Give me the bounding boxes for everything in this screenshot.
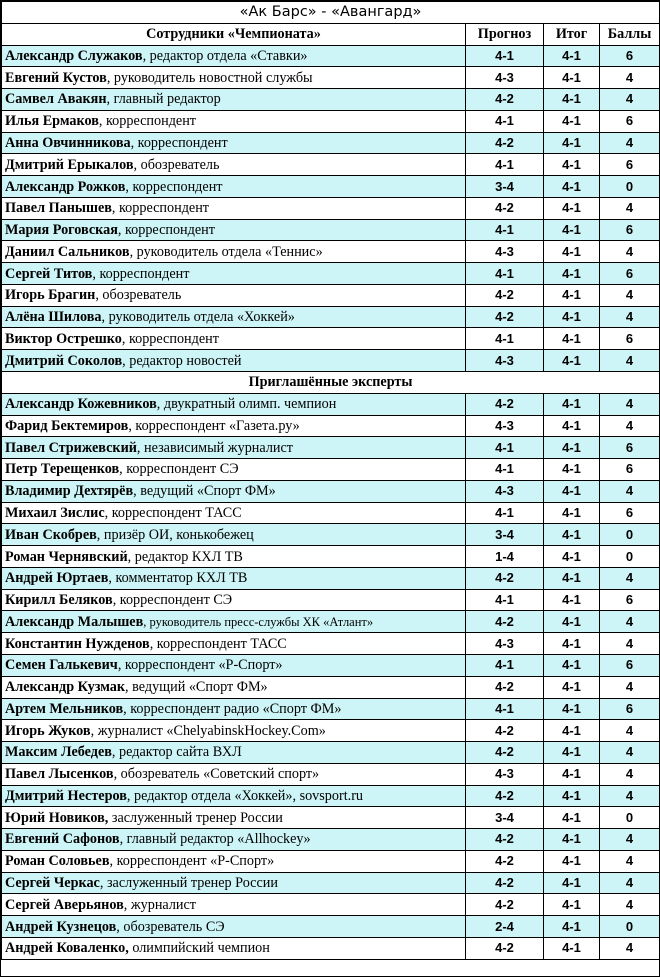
result-cell: 4-1 (544, 219, 600, 241)
prediction-table-body (2, 2, 660, 960)
participant-role: , ведущий «Спорт ФМ» (125, 679, 268, 696)
participant-name: Даниил Сальников (5, 243, 130, 260)
participant-cell (2, 110, 466, 132)
participant-role: , обозреватель СЭ (116, 918, 225, 935)
participant-role: , обозреватель «Советский спорт» (113, 766, 320, 783)
header-result: Итог (544, 23, 600, 45)
participant-name: Виктор Острешко (5, 330, 122, 347)
expert-row (2, 829, 660, 851)
result-cell: 4-1 (544, 241, 600, 263)
participant-role: , руководитель новостной службы (106, 69, 313, 86)
header-points: Баллы (600, 23, 660, 45)
points-cell: 4 (600, 393, 660, 415)
participant-name: Роман Чернявский (5, 548, 128, 565)
participant-role: , редактор отдела «Хоккей», sovsport.ru (126, 787, 364, 804)
points-cell: 4 (600, 720, 660, 742)
points-cell: 6 (600, 589, 660, 611)
participant-role: , редактор КХЛ ТВ (127, 548, 243, 565)
forecast-cell: 4-3 (466, 633, 544, 655)
forecast-cell: 4-1 (466, 698, 544, 720)
participant-cell (2, 437, 466, 459)
participant-cell (2, 67, 466, 89)
result-cell: 4-1 (544, 654, 600, 676)
staff-row (2, 263, 660, 285)
staff-row (2, 284, 660, 306)
result-cell: 4-1 (544, 698, 600, 720)
participant-name: Сергей Черкас (5, 875, 100, 891)
forecast-cell: 4-3 (466, 480, 544, 502)
participant-name: Дмитрий Соколов (5, 352, 123, 369)
participant-name: Сергей Аверьянов (5, 896, 124, 913)
staff-row (2, 219, 660, 241)
participant-role: , редактор отдела «Ставки» (142, 47, 308, 64)
participant-cell (2, 829, 466, 851)
expert-row (2, 502, 660, 524)
header-row (2, 23, 660, 45)
forecast-cell: 4-2 (466, 742, 544, 764)
points-cell: 0 (600, 807, 660, 829)
points-cell: 4 (600, 785, 660, 807)
expert-row (2, 480, 660, 502)
expert-row (2, 698, 660, 720)
staff-row (2, 306, 660, 328)
participant-name: Артем Мельников (5, 700, 124, 717)
participant-role: , корреспондент (117, 222, 215, 239)
participant-role: , главный редактор (106, 91, 221, 108)
forecast-cell: 4-2 (466, 197, 544, 219)
participant-role: , журналист «ChelyabinskHockey.Com» (90, 722, 326, 739)
expert-row (2, 916, 660, 938)
participant-role: , руководитель отдела «Хоккей» (101, 309, 295, 326)
result-cell: 4-1 (544, 415, 600, 437)
participant-name: Константин Нужденов (5, 635, 150, 652)
forecast-cell: 4-2 (466, 720, 544, 742)
forecast-cell: 4-2 (466, 894, 544, 916)
participant-role: , корреспондент (111, 200, 210, 217)
forecast-cell: 4-3 (466, 350, 544, 372)
staff-row (2, 89, 660, 111)
result-cell: 4-1 (544, 284, 600, 306)
participant-role: , корреспондент (121, 330, 219, 347)
forecast-cell: 4-2 (466, 829, 544, 851)
points-cell: 6 (600, 328, 660, 350)
participant-cell (2, 415, 466, 437)
participant-name: Максим Лебедев (5, 744, 112, 761)
participant-role: , независимый журналист (136, 439, 293, 456)
result-cell: 4-1 (544, 437, 600, 459)
participant-name: Павел Панышев (5, 200, 112, 217)
expert-row (2, 742, 660, 764)
forecast-cell: 4-2 (466, 850, 544, 872)
result-cell: 4-1 (544, 720, 600, 742)
participant-cell (2, 502, 466, 524)
points-cell: 4 (600, 197, 660, 219)
prediction-table (1, 1, 660, 960)
participant-cell (2, 720, 466, 742)
points-cell: 4 (600, 894, 660, 916)
participant-cell (2, 850, 466, 872)
participant-role: , обозреватель (133, 156, 220, 173)
participant-cell (2, 785, 466, 807)
result-cell: 4-1 (544, 742, 600, 764)
points-cell: 6 (600, 219, 660, 241)
result-cell: 4-1 (544, 45, 600, 67)
forecast-cell: 4-3 (466, 241, 544, 263)
participant-cell (2, 284, 466, 306)
expert-row (2, 393, 660, 415)
staff-row (2, 154, 660, 176)
participant-name: Мария Роговская (5, 222, 118, 239)
points-cell: 4 (600, 633, 660, 655)
participant-name: Игорь Жуков (5, 722, 91, 739)
participant-name: Владимир Дехтярёв (5, 483, 134, 500)
points-cell: 6 (600, 154, 660, 176)
participant-role: , корреспондент (98, 113, 197, 130)
participant-cell (2, 350, 466, 372)
participant-role: , корреспондент СЭ (112, 592, 233, 609)
expert-row (2, 611, 660, 633)
participant-name: Александр Кузмак (5, 679, 126, 696)
participant-name: Петр Терещенков (5, 461, 120, 478)
forecast-cell: 4-1 (466, 654, 544, 676)
result-cell: 4-1 (544, 567, 600, 589)
participant-name: Роман Соловьев (5, 853, 110, 870)
participant-cell (2, 480, 466, 502)
points-cell: 6 (600, 110, 660, 132)
participant-name: Павел Лысенков (5, 766, 114, 783)
participant-name: Андрей Кузнецов (5, 918, 117, 935)
participant-name: Андрей Юртаев (5, 570, 109, 587)
forecast-cell: 4-1 (466, 263, 544, 285)
staff-row (2, 176, 660, 198)
expert-row (2, 524, 660, 546)
forecast-cell: 3-4 (466, 524, 544, 546)
participant-name: Александр Служаков (5, 47, 143, 64)
points-cell: 4 (600, 284, 660, 306)
result-cell: 4-1 (544, 263, 600, 285)
forecast-cell: 3-4 (466, 176, 544, 198)
forecast-cell: 4-3 (466, 415, 544, 437)
participant-role: , руководитель отдела «Теннис» (129, 243, 323, 260)
participant-name: Фарид Бектемиров (5, 417, 129, 434)
points-cell: 4 (600, 611, 660, 633)
participant-role: , редактор новостей (122, 352, 242, 369)
participant-name: Дмитрий Нестеров (5, 787, 127, 804)
expert-row (2, 720, 660, 742)
participant-name: Кирилл Беляков (5, 592, 113, 609)
header-staff: Сотрудники «Чемпионата» (2, 23, 466, 45)
section-header-row (2, 372, 660, 394)
forecast-cell: 4-1 (466, 110, 544, 132)
forecast-cell: 4-2 (466, 284, 544, 306)
participant-role: , корреспондент (130, 134, 228, 151)
staff-row (2, 241, 660, 263)
participant-role: , комментатор КХЛ ТВ (108, 570, 248, 587)
participant-name: Семен Галькевич (5, 657, 118, 674)
forecast-cell: 3-4 (466, 807, 544, 829)
result-cell: 4-1 (544, 176, 600, 198)
section-header-experts: Приглашённые эксперты (2, 372, 660, 394)
forecast-cell: 4-2 (466, 567, 544, 589)
staff-row (2, 197, 660, 219)
result-cell: 4-1 (544, 197, 600, 219)
forecast-cell: 4-2 (466, 611, 544, 633)
participant-name: Евгений Кустов (5, 69, 107, 86)
participant-name: Илья Ермаков (5, 113, 99, 130)
points-cell: 6 (600, 263, 660, 285)
participant-role: олимпийский чемпион (128, 940, 270, 957)
expert-row (2, 546, 660, 568)
participant-role: , двукратный олимп. чемпион (156, 396, 337, 413)
forecast-cell: 4-2 (466, 89, 544, 111)
result-cell: 4-1 (544, 546, 600, 568)
participant-name: Евгений Сафонов (5, 831, 120, 848)
expert-row (2, 676, 660, 698)
result-cell: 4-1 (544, 110, 600, 132)
participant-role: , корреспондент радио «Спорт ФМ» (123, 700, 342, 717)
participant-cell (2, 176, 466, 198)
expert-row (2, 589, 660, 611)
forecast-cell: 4-1 (466, 154, 544, 176)
participant-cell (2, 132, 466, 154)
staff-row (2, 67, 660, 89)
points-cell: 6 (600, 654, 660, 676)
points-cell: 4 (600, 763, 660, 785)
participant-name: Михаил Зислис (5, 504, 105, 521)
points-cell: 4 (600, 67, 660, 89)
forecast-cell: 4-2 (466, 132, 544, 154)
participant-cell (2, 524, 466, 546)
staff-row (2, 328, 660, 350)
forecast-cell: 2-4 (466, 916, 544, 938)
points-cell: 4 (600, 132, 660, 154)
points-cell: 6 (600, 437, 660, 459)
points-cell: 4 (600, 829, 660, 851)
participant-name: Алёна Шилова (5, 309, 102, 326)
participant-cell (2, 459, 466, 481)
match-title: «Ак Барс» - «Авангард» (2, 2, 660, 24)
participant-name: Павел Стрижевский (5, 439, 137, 456)
result-cell: 4-1 (544, 459, 600, 481)
forecast-cell: 4-1 (466, 45, 544, 67)
participant-name: Сергей Титов (5, 265, 93, 282)
forecast-cell: 1-4 (466, 546, 544, 568)
participant-role: , корреспондент ТАСС (149, 635, 287, 652)
points-cell: 4 (600, 742, 660, 764)
expert-row (2, 633, 660, 655)
participant-cell (2, 154, 466, 176)
participant-role: заслуженный тренер России (108, 809, 283, 826)
participant-cell (2, 89, 466, 111)
expert-row (2, 850, 660, 872)
participant-name: Юрий Новиков, (5, 809, 109, 826)
points-cell: 4 (600, 480, 660, 502)
participant-name: Игорь Брагин (5, 287, 96, 304)
staff-row (2, 45, 660, 67)
expert-row (2, 937, 660, 959)
participant-name: Иван Скобрев (5, 526, 97, 543)
expert-row (2, 785, 660, 807)
participant-cell (2, 633, 466, 655)
points-cell: 0 (600, 916, 660, 938)
points-cell: 4 (600, 89, 660, 111)
staff-row (2, 110, 660, 132)
result-cell: 4-1 (544, 829, 600, 851)
expert-row (2, 763, 660, 785)
staff-row (2, 350, 660, 372)
participant-cell (2, 872, 466, 894)
forecast-cell: 4-2 (466, 306, 544, 328)
header-forecast: Прогноз (466, 23, 544, 45)
result-cell: 4-1 (544, 633, 600, 655)
expert-row (2, 654, 660, 676)
result-cell: 4-1 (544, 937, 600, 959)
forecast-cell: 4-1 (466, 328, 544, 350)
participant-role: , журналист (123, 896, 197, 913)
participant-cell (2, 763, 466, 785)
participant-cell (2, 742, 466, 764)
result-cell: 4-1 (544, 763, 600, 785)
participant-cell (2, 589, 466, 611)
points-cell: 6 (600, 459, 660, 481)
expert-row (2, 807, 660, 829)
participant-cell (2, 916, 466, 938)
points-cell: 4 (600, 676, 660, 698)
participant-cell (2, 546, 466, 568)
participant-name: Александр Рожков (5, 178, 126, 195)
forecast-cell: 4-1 (466, 437, 544, 459)
participant-cell (2, 393, 466, 415)
participant-role: , главный редактор «Allhockey» (119, 831, 311, 848)
participant-cell (2, 219, 466, 241)
result-cell: 4-1 (544, 807, 600, 829)
participant-name: Дмитрий Ерыкалов (5, 156, 134, 173)
points-cell: 4 (600, 872, 660, 894)
points-cell: 6 (600, 502, 660, 524)
result-cell: 4-1 (544, 132, 600, 154)
participant-role: , корреспондент ТАСС (104, 504, 242, 521)
participant-cell (2, 263, 466, 285)
result-cell: 4-1 (544, 850, 600, 872)
participant-role: , корреспондент «Газета.ру» (128, 417, 300, 434)
forecast-cell: 4-3 (466, 763, 544, 785)
expert-row (2, 894, 660, 916)
result-cell: 4-1 (544, 350, 600, 372)
expert-row (2, 415, 660, 437)
result-cell: 4-1 (544, 480, 600, 502)
result-cell: 4-1 (544, 589, 600, 611)
participant-cell (2, 676, 466, 698)
forecast-cell: 4-1 (466, 502, 544, 524)
points-cell: 0 (600, 524, 660, 546)
points-cell: 4 (600, 350, 660, 372)
points-cell: 4 (600, 241, 660, 263)
result-cell: 4-1 (544, 916, 600, 938)
participant-role: , заслуженный тренер России (99, 875, 278, 891)
participant-role: , корреспондент «Р-Спорт» (117, 657, 283, 674)
forecast-cell: 4-3 (466, 67, 544, 89)
participant-cell (2, 567, 466, 589)
participant-cell (2, 654, 466, 676)
participant-role: , корреспондент (92, 265, 190, 282)
result-cell: 4-1 (544, 872, 600, 894)
participant-name: Андрей Коваленко, (5, 940, 129, 957)
participant-cell (2, 894, 466, 916)
staff-row (2, 132, 660, 154)
participant-cell (2, 328, 466, 350)
forecast-cell: 4-1 (466, 219, 544, 241)
participant-cell (2, 807, 466, 829)
forecast-cell: 4-1 (466, 459, 544, 481)
result-cell: 4-1 (544, 89, 600, 111)
participant-role: , корреспондент (125, 178, 223, 195)
points-cell: 4 (600, 567, 660, 589)
participant-role: , обозреватель (95, 287, 182, 304)
participant-role: , призёр ОИ, конькобежец (96, 526, 254, 543)
expert-row (2, 437, 660, 459)
participant-role: , руководитель пресс-службы ХК «Атлант» (143, 614, 374, 629)
result-cell: 4-1 (544, 306, 600, 328)
result-cell: 4-1 (544, 67, 600, 89)
participant-cell (2, 197, 466, 219)
forecast-cell: 4-1 (466, 589, 544, 611)
participant-name: Александр Малышев (5, 613, 144, 630)
forecast-cell: 4-2 (466, 872, 544, 894)
participant-name: Анна Овчинникова (5, 134, 131, 151)
forecast-cell: 4-2 (466, 785, 544, 807)
result-cell: 4-1 (544, 611, 600, 633)
forecast-cell: 4-2 (466, 676, 544, 698)
points-cell: 6 (600, 45, 660, 67)
participant-role: , корреспондент СЭ (119, 461, 239, 478)
points-cell: 6 (600, 698, 660, 720)
participant-cell (2, 306, 466, 328)
points-cell: 0 (600, 546, 660, 568)
participant-cell (2, 698, 466, 720)
forecast-cell: 4-2 (466, 937, 544, 959)
result-cell: 4-1 (544, 894, 600, 916)
points-cell: 4 (600, 937, 660, 959)
points-cell: 0 (600, 176, 660, 198)
result-cell: 4-1 (544, 393, 600, 415)
participant-cell (2, 241, 466, 263)
participant-role: , редактор сайта ВХЛ (111, 744, 242, 761)
result-cell: 4-1 (544, 154, 600, 176)
participant-name: Александр Кожевников (5, 396, 157, 413)
participant-name: Самвел Авакян (5, 91, 107, 108)
result-cell: 4-1 (544, 502, 600, 524)
expert-row (2, 567, 660, 589)
result-cell: 4-1 (544, 785, 600, 807)
forecast-cell: 4-2 (466, 393, 544, 415)
participant-role: , корреспондент «Р-Спорт» (109, 853, 275, 870)
title-row (2, 2, 660, 24)
expert-row (2, 872, 660, 894)
participant-cell (2, 937, 466, 959)
points-cell: 4 (600, 306, 660, 328)
result-cell: 4-1 (544, 328, 600, 350)
points-cell: 4 (600, 415, 660, 437)
points-cell: 4 (600, 850, 660, 872)
expert-row (2, 459, 660, 481)
result-cell: 4-1 (544, 676, 600, 698)
participant-role: , ведущий «Спорт ФМ» (133, 483, 276, 500)
participant-cell (2, 45, 466, 67)
participant-cell (2, 611, 466, 633)
result-cell: 4-1 (544, 524, 600, 546)
